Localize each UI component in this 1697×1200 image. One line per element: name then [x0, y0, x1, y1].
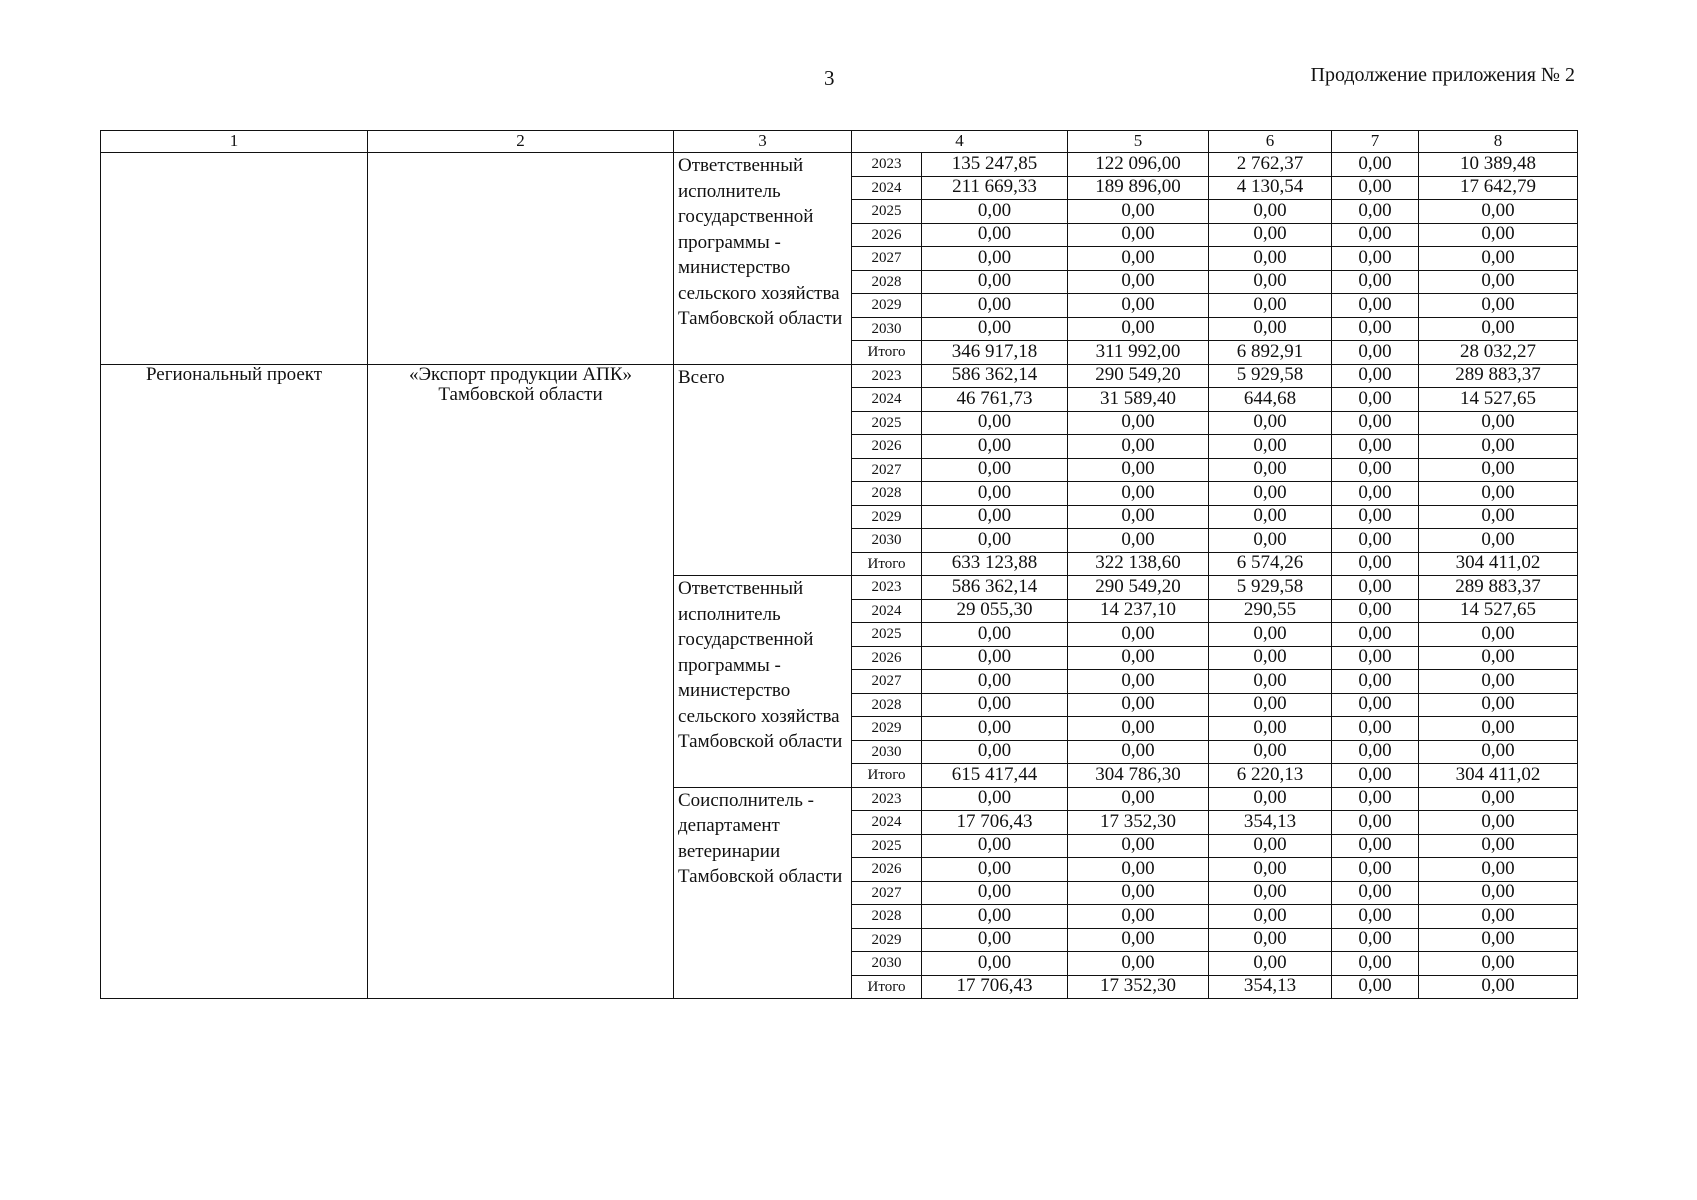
- value-cell-col8: 289 883,37: [1419, 576, 1578, 600]
- value-cell-col5: 0,00: [1068, 952, 1209, 976]
- value-cell-col4: 0,00: [922, 458, 1068, 482]
- value-cell-col4: 0,00: [922, 294, 1068, 318]
- value-cell-col4: 0,00: [922, 787, 1068, 811]
- year-cell: 2029: [852, 294, 922, 318]
- value-cell-col8: 0,00: [1419, 881, 1578, 905]
- year-cell: 2028: [852, 693, 922, 717]
- value-cell-col6: 354,13: [1209, 811, 1332, 835]
- value-cell-col6: 644,68: [1209, 388, 1332, 412]
- value-cell-col7: 0,00: [1332, 787, 1419, 811]
- column-header-row: [101, 131, 1578, 153]
- value-cell-col7: 0,00: [1332, 623, 1419, 647]
- value-cell-col5: 0,00: [1068, 717, 1209, 741]
- value-cell-col4: 0,00: [922, 740, 1068, 764]
- value-cell-col4: 0,00: [922, 646, 1068, 670]
- value-cell-col6: 0,00: [1209, 693, 1332, 717]
- value-cell-col4: 586 362,14: [922, 576, 1068, 600]
- row-type-cell: [101, 153, 368, 365]
- value-cell-col4: 17 706,43: [922, 811, 1068, 835]
- value-cell-col4: 346 917,18: [922, 341, 1068, 365]
- year-cell: 2023: [852, 576, 922, 600]
- value-cell-col5: 311 992,00: [1068, 341, 1209, 365]
- value-cell-col6: 0,00: [1209, 294, 1332, 318]
- value-cell-col8: 0,00: [1419, 787, 1578, 811]
- value-cell-col8: 0,00: [1419, 247, 1578, 271]
- value-cell-col7: 0,00: [1332, 270, 1419, 294]
- value-cell-col4: 0,00: [922, 529, 1068, 553]
- row-type-cell: Региональный проект: [101, 364, 368, 999]
- value-cell-col8: 0,00: [1419, 952, 1578, 976]
- value-cell-col8: 304 411,02: [1419, 552, 1578, 576]
- value-cell-col8: 0,00: [1419, 858, 1578, 882]
- value-cell-col5: 304 786,30: [1068, 764, 1209, 788]
- value-cell-col4: 633 123,88: [922, 552, 1068, 576]
- value-cell-col5: 14 237,10: [1068, 599, 1209, 623]
- value-cell-col5: 0,00: [1068, 670, 1209, 694]
- value-cell-col8: 28 032,27: [1419, 341, 1578, 365]
- year-cell: 2027: [852, 458, 922, 482]
- value-cell-col6: 0,00: [1209, 411, 1332, 435]
- value-cell-col7: 0,00: [1332, 364, 1419, 388]
- value-cell-col6: 0,00: [1209, 928, 1332, 952]
- value-cell-col8: 304 411,02: [1419, 764, 1578, 788]
- value-cell-col7: 0,00: [1332, 482, 1419, 506]
- value-cell-col7: 0,00: [1332, 764, 1419, 788]
- value-cell-col5: 0,00: [1068, 223, 1209, 247]
- funding-table: [100, 130, 1578, 999]
- year-cell: 2024: [852, 599, 922, 623]
- value-cell-col7: 0,00: [1332, 294, 1419, 318]
- year-cell: Итого: [852, 975, 922, 999]
- value-cell-col4: 0,00: [922, 482, 1068, 506]
- value-cell-col5: 189 896,00: [1068, 176, 1209, 200]
- value-cell-col4: 0,00: [922, 317, 1068, 341]
- year-cell: 2030: [852, 740, 922, 764]
- value-cell-col8: 0,00: [1419, 482, 1578, 506]
- year-cell: 2025: [852, 411, 922, 435]
- value-cell-col8: 0,00: [1419, 928, 1578, 952]
- value-cell-col6: 0,00: [1209, 529, 1332, 553]
- value-cell-col6: 0,00: [1209, 905, 1332, 929]
- value-cell-col4: 0,00: [922, 693, 1068, 717]
- value-cell-col4: 211 669,33: [922, 176, 1068, 200]
- value-cell-col4: 0,00: [922, 247, 1068, 271]
- value-cell-col6: 0,00: [1209, 787, 1332, 811]
- value-cell-col6: 0,00: [1209, 952, 1332, 976]
- year-cell: 2024: [852, 388, 922, 412]
- value-cell-col4: 0,00: [922, 623, 1068, 647]
- value-cell-col8: 0,00: [1419, 834, 1578, 858]
- column-header-3: 3: [674, 131, 852, 153]
- value-cell-col5: 0,00: [1068, 505, 1209, 529]
- year-cell: 2030: [852, 317, 922, 341]
- table-row: [101, 153, 1578, 177]
- value-cell-col7: 0,00: [1332, 505, 1419, 529]
- value-cell-col7: 0,00: [1332, 153, 1419, 177]
- value-cell-col8: 0,00: [1419, 811, 1578, 835]
- value-cell-col6: 354,13: [1209, 975, 1332, 999]
- value-cell-col8: 289 883,37: [1419, 364, 1578, 388]
- value-cell-col7: 0,00: [1332, 858, 1419, 882]
- value-cell-col6: 0,00: [1209, 646, 1332, 670]
- value-cell-col8: 0,00: [1419, 505, 1578, 529]
- value-cell-col8: 0,00: [1419, 223, 1578, 247]
- year-cell: 2029: [852, 928, 922, 952]
- value-cell-col4: 0,00: [922, 952, 1068, 976]
- column-header-2: 2: [368, 131, 674, 153]
- value-cell-col7: 0,00: [1332, 223, 1419, 247]
- year-cell: 2026: [852, 858, 922, 882]
- year-cell: 2029: [852, 717, 922, 741]
- value-cell-col7: 0,00: [1332, 717, 1419, 741]
- value-cell-col4: 615 417,44: [922, 764, 1068, 788]
- year-cell: 2025: [852, 834, 922, 858]
- year-cell: 2026: [852, 646, 922, 670]
- value-cell-col6: 5 929,58: [1209, 364, 1332, 388]
- value-cell-col7: 0,00: [1332, 952, 1419, 976]
- column-header-8: 8: [1419, 131, 1578, 153]
- year-cell: Итого: [852, 552, 922, 576]
- value-cell-col4: 0,00: [922, 834, 1068, 858]
- row-title-cell: «Экспорт продукции АПК» Тамбовской области: [368, 364, 674, 999]
- value-cell-col4: 46 761,73: [922, 388, 1068, 412]
- column-header-7: 7: [1332, 131, 1419, 153]
- value-cell-col8: 0,00: [1419, 646, 1578, 670]
- value-cell-col7: 0,00: [1332, 693, 1419, 717]
- value-cell-col8: 0,00: [1419, 294, 1578, 318]
- row-title-cell: [368, 153, 674, 365]
- value-cell-col7: 0,00: [1332, 740, 1419, 764]
- value-cell-col8: 0,00: [1419, 975, 1578, 999]
- value-cell-col4: 0,00: [922, 717, 1068, 741]
- value-cell-col6: 0,00: [1209, 505, 1332, 529]
- year-cell: 2026: [852, 435, 922, 459]
- value-cell-col4: 0,00: [922, 881, 1068, 905]
- value-cell-col5: 0,00: [1068, 881, 1209, 905]
- value-cell-col5: 0,00: [1068, 317, 1209, 341]
- value-cell-col5: 0,00: [1068, 623, 1209, 647]
- year-cell: 2028: [852, 270, 922, 294]
- year-cell: Итого: [852, 341, 922, 365]
- appendix-label: Продолжение приложения № 2: [1310, 64, 1575, 86]
- column-header-4: 4: [852, 131, 1068, 153]
- value-cell-col5: 0,00: [1068, 411, 1209, 435]
- year-cell: 2027: [852, 247, 922, 271]
- value-cell-col6: 0,00: [1209, 834, 1332, 858]
- value-cell-col6: 0,00: [1209, 458, 1332, 482]
- value-cell-col4: 0,00: [922, 200, 1068, 224]
- value-cell-col7: 0,00: [1332, 552, 1419, 576]
- value-cell-col7: 0,00: [1332, 576, 1419, 600]
- value-cell-col7: 0,00: [1332, 341, 1419, 365]
- value-cell-col6: 0,00: [1209, 317, 1332, 341]
- value-cell-col5: 0,00: [1068, 294, 1209, 318]
- value-cell-col8: 0,00: [1419, 435, 1578, 459]
- value-cell-col6: 6 220,13: [1209, 764, 1332, 788]
- value-cell-col7: 0,00: [1332, 458, 1419, 482]
- value-cell-col8: 0,00: [1419, 670, 1578, 694]
- value-cell-col7: 0,00: [1332, 646, 1419, 670]
- year-cell: 2029: [852, 505, 922, 529]
- value-cell-col5: 0,00: [1068, 435, 1209, 459]
- value-cell-col8: 0,00: [1419, 905, 1578, 929]
- value-cell-col8: 0,00: [1419, 411, 1578, 435]
- executor-cell: Ответственный исполнитель государственной программы - министерство сельского хозяйства Тамбовской области: [674, 153, 852, 365]
- value-cell-col4: 29 055,30: [922, 599, 1068, 623]
- value-cell-col5: 0,00: [1068, 740, 1209, 764]
- value-cell-col5: 17 352,30: [1068, 811, 1209, 835]
- value-cell-col4: 0,00: [922, 270, 1068, 294]
- value-cell-col6: 0,00: [1209, 270, 1332, 294]
- value-cell-col5: 0,00: [1068, 905, 1209, 929]
- value-cell-col7: 0,00: [1332, 670, 1419, 694]
- value-cell-col4: 586 362,14: [922, 364, 1068, 388]
- value-cell-col6: 6 892,91: [1209, 341, 1332, 365]
- value-cell-col6: 290,55: [1209, 599, 1332, 623]
- year-cell: 2030: [852, 952, 922, 976]
- value-cell-col4: 135 247,85: [922, 153, 1068, 177]
- value-cell-col7: 0,00: [1332, 176, 1419, 200]
- value-cell-col6: 0,00: [1209, 482, 1332, 506]
- value-cell-col5: 0,00: [1068, 787, 1209, 811]
- value-cell-col5: 122 096,00: [1068, 153, 1209, 177]
- value-cell-col6: 0,00: [1209, 247, 1332, 271]
- value-cell-col7: 0,00: [1332, 529, 1419, 553]
- value-cell-col5: 0,00: [1068, 693, 1209, 717]
- year-cell: 2023: [852, 787, 922, 811]
- value-cell-col6: 0,00: [1209, 623, 1332, 647]
- value-cell-col7: 0,00: [1332, 599, 1419, 623]
- value-cell-col7: 0,00: [1332, 411, 1419, 435]
- year-cell: 2026: [852, 223, 922, 247]
- column-header-5: 5: [1068, 131, 1209, 153]
- value-cell-col7: 0,00: [1332, 834, 1419, 858]
- value-cell-col5: 0,00: [1068, 529, 1209, 553]
- value-cell-col7: 0,00: [1332, 905, 1419, 929]
- value-cell-col4: 0,00: [922, 670, 1068, 694]
- value-cell-col4: 17 706,43: [922, 975, 1068, 999]
- value-cell-col5: 0,00: [1068, 200, 1209, 224]
- value-cell-col6: 0,00: [1209, 740, 1332, 764]
- value-cell-col7: 0,00: [1332, 200, 1419, 224]
- executor-cell: Соисполнитель - департамент ветеринарии Тамбовской области: [674, 787, 852, 999]
- value-cell-col6: 0,00: [1209, 200, 1332, 224]
- year-cell: 2024: [852, 176, 922, 200]
- value-cell-col6: 0,00: [1209, 881, 1332, 905]
- value-cell-col4: 0,00: [922, 223, 1068, 247]
- value-cell-col5: 0,00: [1068, 482, 1209, 506]
- value-cell-col4: 0,00: [922, 858, 1068, 882]
- value-cell-col8: 0,00: [1419, 200, 1578, 224]
- value-cell-col5: 0,00: [1068, 834, 1209, 858]
- value-cell-col5: 0,00: [1068, 646, 1209, 670]
- value-cell-col8: 17 642,79: [1419, 176, 1578, 200]
- year-cell: 2023: [852, 364, 922, 388]
- value-cell-col8: 0,00: [1419, 717, 1578, 741]
- value-cell-col5: 0,00: [1068, 247, 1209, 271]
- value-cell-col4: 0,00: [922, 411, 1068, 435]
- value-cell-col5: 0,00: [1068, 458, 1209, 482]
- value-cell-col8: 0,00: [1419, 458, 1578, 482]
- value-cell-col7: 0,00: [1332, 975, 1419, 999]
- table-row: [101, 364, 1578, 388]
- value-cell-col7: 0,00: [1332, 928, 1419, 952]
- value-cell-col8: 0,00: [1419, 270, 1578, 294]
- year-cell: 2028: [852, 905, 922, 929]
- year-cell: Итого: [852, 764, 922, 788]
- value-cell-col7: 0,00: [1332, 881, 1419, 905]
- value-cell-col6: 2 762,37: [1209, 153, 1332, 177]
- year-cell: 2027: [852, 670, 922, 694]
- year-cell: 2023: [852, 153, 922, 177]
- value-cell-col8: 0,00: [1419, 693, 1578, 717]
- value-cell-col5: 0,00: [1068, 270, 1209, 294]
- value-cell-col5: 31 589,40: [1068, 388, 1209, 412]
- value-cell-col8: 0,00: [1419, 317, 1578, 341]
- value-cell-col5: 0,00: [1068, 928, 1209, 952]
- value-cell-col8: 0,00: [1419, 623, 1578, 647]
- value-cell-col7: 0,00: [1332, 247, 1419, 271]
- table-body: [101, 131, 1578, 999]
- value-cell-col4: 0,00: [922, 928, 1068, 952]
- value-cell-col4: 0,00: [922, 905, 1068, 929]
- value-cell-col5: 0,00: [1068, 858, 1209, 882]
- value-cell-col6: 0,00: [1209, 717, 1332, 741]
- value-cell-col5: 322 138,60: [1068, 552, 1209, 576]
- year-cell: 2030: [852, 529, 922, 553]
- value-cell-col8: 0,00: [1419, 529, 1578, 553]
- value-cell-col5: 290 549,20: [1068, 576, 1209, 600]
- year-cell: 2027: [852, 881, 922, 905]
- column-header-1: 1: [101, 131, 368, 153]
- value-cell-col7: 0,00: [1332, 435, 1419, 459]
- year-cell: 2028: [852, 482, 922, 506]
- value-cell-col4: 0,00: [922, 505, 1068, 529]
- year-cell: 2025: [852, 200, 922, 224]
- column-header-6: 6: [1209, 131, 1332, 153]
- executor-cell: Всего: [674, 364, 852, 576]
- value-cell-col6: 0,00: [1209, 858, 1332, 882]
- value-cell-col8: 0,00: [1419, 740, 1578, 764]
- value-cell-col6: 0,00: [1209, 223, 1332, 247]
- year-cell: 2025: [852, 623, 922, 647]
- executor-cell: Ответственный исполнитель государственной программы - министерство сельского хозяйства Тамбовской области: [674, 576, 852, 788]
- year-cell: 2024: [852, 811, 922, 835]
- value-cell-col8: 14 527,65: [1419, 599, 1578, 623]
- value-cell-col7: 0,00: [1332, 811, 1419, 835]
- value-cell-col6: 6 574,26: [1209, 552, 1332, 576]
- value-cell-col8: 10 389,48: [1419, 153, 1578, 177]
- value-cell-col6: 4 130,54: [1209, 176, 1332, 200]
- value-cell-col5: 17 352,30: [1068, 975, 1209, 999]
- value-cell-col6: 0,00: [1209, 435, 1332, 459]
- value-cell-col7: 0,00: [1332, 317, 1419, 341]
- value-cell-col6: 5 929,58: [1209, 576, 1332, 600]
- value-cell-col5: 290 549,20: [1068, 364, 1209, 388]
- value-cell-col6: 0,00: [1209, 670, 1332, 694]
- value-cell-col8: 14 527,65: [1419, 388, 1578, 412]
- value-cell-col4: 0,00: [922, 435, 1068, 459]
- value-cell-col7: 0,00: [1332, 388, 1419, 412]
- page-number: 3: [824, 66, 835, 90]
